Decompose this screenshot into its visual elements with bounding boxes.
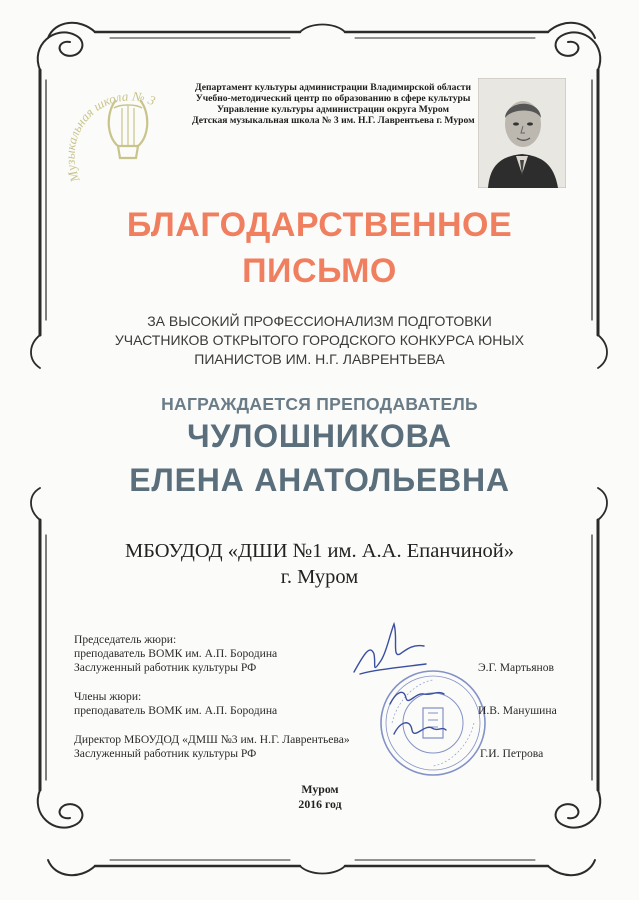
document-title-line1: БЛАГОДАРСТВЕННОЕ [126,206,513,244]
recipient-surname: ЧУЛОШНИКОВА [187,418,452,454]
portrait-photo [478,78,566,188]
header-line: Учебно-методический центр по образованию в сфере культуры [195,93,471,104]
director-title: Заслуженный работник культуры РФ [74,747,257,760]
jury-signatures [334,614,534,764]
footer-year: 2016 год [298,797,342,811]
awarded-heading: НАГРАЖДАЕТСЯ ПРЕПОДАВАТЕЛЬ [161,394,478,414]
school-logo [58,72,198,192]
director-name: Г.И. Петрова [480,747,544,760]
issuer-header [192,82,474,126]
chair-position: преподаватель ВОМК им. А.П. Бородина [74,647,278,660]
recipient-given-names: ЕЛЕНА АНАТОЛЬЕВНА [129,462,510,498]
recipient-organization: МБОУДОД «ДШИ №1 им. А.А. Епанчиной» [124,540,515,562]
reason-line: УЧАСТНИКОВ ОТКРЫТОГО ГОРОДСКОГО КОНКУРСА ЮНЫХ [114,332,525,348]
chair-heading: Председатель жюри: [74,633,177,646]
chair-title: Заслуженный работник культуры РФ [74,661,257,674]
header-line: Департамент культуры администрации Владимирской области [195,82,471,93]
members-heading: Члены жюри: [74,690,142,703]
member-position: преподаватель ВОМК им. А.П. Бородина [74,704,278,717]
organization-city: г. Муром [280,566,359,588]
reason-line: ПИАНИСТОВ ИМ. Н.Г. ЛАВРЕНТЬЕВА [194,351,445,367]
footer-city: Муром [301,782,339,796]
header-line: Управление культуры администрации округа Муром [216,104,450,115]
document-title-line2: ПИСЬМО [242,252,397,290]
member-name: И.В. Манушина [478,704,557,717]
logo-text: Музыкальная школа № 3 [62,88,158,185]
award-reason [40,312,599,369]
header-line: Детская музыкальная школа № 3 им. Н.Г. Лаврентьева г. Муром [192,115,475,126]
chair-name: Э.Г. Мартьянов [478,661,555,674]
director-position: Директор МБОУДОД «ДМШ №3 им. Н.Г. Лаврентьева» [74,733,350,746]
reason-line: ЗА ВЫСОКИЙ ПРОФЕССИОНАЛИЗМ ПОДГОТОВКИ [147,313,492,329]
